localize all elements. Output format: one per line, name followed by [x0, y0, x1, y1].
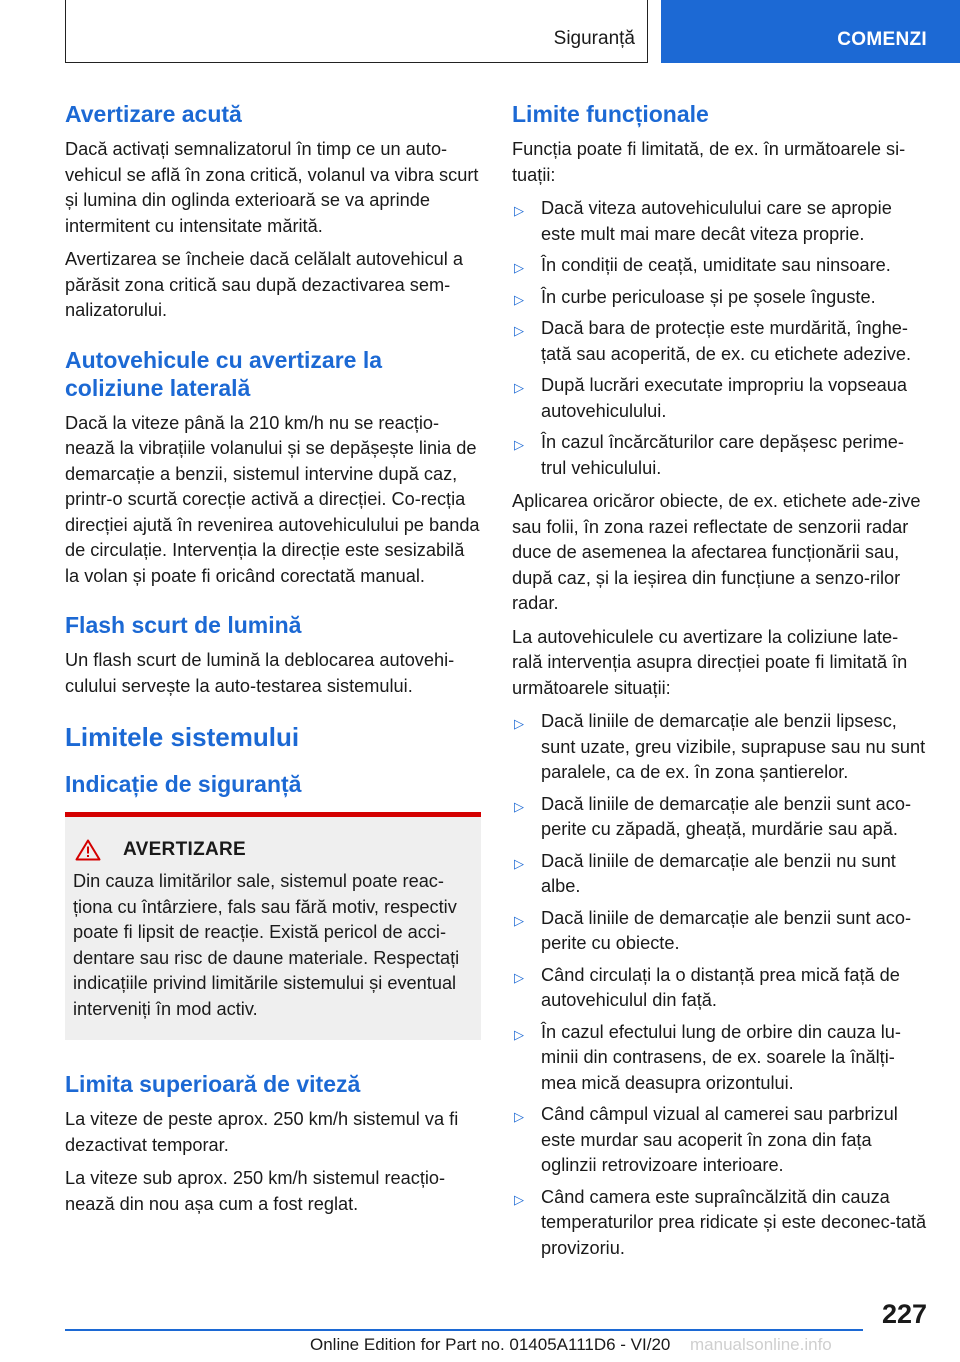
list-item: ▷ Când câmpul vizual al camerei sau parbrizul este murdar sau acoperit în zona din fața oglinzii retrovizoare interioare.: [514, 1104, 898, 1175]
left-column: [65, 100, 481, 1225]
heading-limita-viteza: Limita superioară de viteză: [65, 1071, 361, 1097]
bullet-triangle-icon: ▷: [514, 260, 524, 275]
list-item: ▷ Dacă liniile de demarcație ale benzii nu sunt albe.: [514, 850, 896, 896]
warning-box: [65, 812, 481, 1040]
heading-limitele-sistemului: Limitele sistemului: [65, 722, 300, 752]
tab-comenzi-label: COMENZI: [837, 29, 927, 50]
list-item: ▷ Dacă bara de protecție este murdărită, înghe-țată sau acoperită, de ex. cu etichete adezive.: [514, 318, 912, 364]
heading-indicatie-siguranta: Indicație de siguranță: [65, 771, 302, 797]
right-column: [512, 100, 927, 1269]
footer-divider: [65, 1329, 863, 1331]
bullet-list-2: [512, 709, 927, 1261]
paragraph: La autovehiculele cu avertizare la coliziune late-rală intervenția asupra direcției poate fi limitată în următoarele situații:: [512, 626, 908, 698]
page-number: 227: [881, 1299, 927, 1329]
bullet-triangle-icon: ▷: [514, 1191, 524, 1207]
list-item: ▷ Dacă liniile de demarcație ale benzii sunt aco-perite cu obiecte.: [514, 907, 912, 953]
bullet-triangle-icon: ▷: [514, 855, 524, 871]
bullet-triangle-icon: ▷: [514, 798, 524, 814]
bullet-triangle-icon: ▷: [514, 716, 524, 731]
bullet-list-1: [512, 196, 927, 481]
paragraph: Dacă activați semnalizatorul în timp ce un auto-vehicul se află în zona critică, volanul va vibra scurt și lumina din oglinda exterioară se va aprinde intermitent cu intensitate mărită.: [65, 139, 479, 236]
bullet-triangle-icon: ▷: [514, 291, 524, 307]
list-item: ▷ Când circulați la o distanță prea mică față de autovehiculul din față.: [514, 964, 900, 1010]
heading-limite-functionale: Limite funcționale: [512, 101, 709, 127]
bullet-triangle-icon: ▷: [514, 380, 524, 395]
heading-flash-scurt: Flash scurt de lumină: [65, 612, 302, 638]
paragraph: La viteze de peste aprox. 250 km/h sistemul va fi dezactivat temporar.: [65, 1109, 459, 1155]
footer-watermark: manualsonline.info: [690, 1335, 832, 1354]
list-item: ▷ În cazul încărcăturilor care depășesc perime-trul vehiculului.: [514, 432, 904, 478]
list-item: ▷ În curbe periculoase și pe șosele înguste.: [512, 285, 927, 311]
warning-triangle-icon: [75, 839, 101, 861]
bullet-triangle-icon: ▷: [514, 1026, 524, 1042]
bullet-triangle-icon: ▷: [514, 437, 524, 452]
bullet-triangle-icon: ▷: [514, 969, 524, 985]
section-title: Siguranță: [553, 28, 635, 49]
paragraph: Funcția poate fi limitată, de ex. în următoarele si-tuații:: [512, 139, 906, 185]
list-item: ▷ După lucrări executate impropriu la vopseaua autovehiculului.: [514, 375, 907, 421]
paragraph: Aplicarea oricăror obiecte, de ex. etichete ade-zive sau folii, în zona razei reflectate de senzorii radar duce de asemenea la afectarea funcționării sau, după caz, și la ieșirea din funcțiune a senzo-rilor radar.: [512, 491, 921, 613]
tab-comenzi[interactable]: [661, 0, 960, 63]
heading-avertizare-laterala: Autovehicule cu avertizare la coliziune laterală: [65, 346, 383, 401]
list-item: ▷ Dacă liniile de demarcație ale benzii sunt aco-perite cu zăpadă, gheață, murdărie sau apă.: [514, 793, 912, 839]
bullet-triangle-icon: ▷: [514, 203, 524, 218]
bullet-triangle-icon: ▷: [514, 912, 524, 928]
list-item: ▷ Dacă liniile de demarcație ale benzii lipsesc, sunt uzate, greu vizibile, suprapuse sau nu sunt paralele, ca de ex. în zona șantierelor.: [514, 711, 926, 782]
paragraph: Dacă la viteze până la 210 km/h nu se reacțio-nează la vibrațiile volanului și se depășește linia de demarcație a benzii, sistemul intervine după caz, printr-o scurtă corecție activă a direcției. Co-recția direcției ajută în revenirea autovehiculului pe banda de circulație. Intervenția la direcție este sesizabilă la volan și poate fi oricând corectată manual.: [65, 412, 480, 586]
bullet-triangle-icon: ▷: [514, 323, 524, 338]
paragraph: Avertizarea se încheie dacă celălalt autovehicul a părăsit zona critică sau după dezactivarea sem-nalizatorului.: [65, 249, 464, 320]
heading-avertizare-acuta: Avertizare acută: [65, 101, 242, 127]
warning-text: Din cauza limitărilor sale, sistemul poate reac-ționa cu întârziere, fals sau fără motiv, respectiv poate fi lipsit de reacție. Există pericol de acci-dentare sau risc de daune materiale. Respectați indicațiile privind limitările sistemului și eventual interveniți în mod activ.: [73, 871, 460, 1019]
list-item: ▷ În condiții de ceață, umiditate sau ninsoare.: [512, 253, 927, 279]
bullet-triangle-icon: ▷: [514, 1109, 524, 1124]
paragraph: Un flash scurt de lumină la deblocarea autovehi-culului servește la auto-testarea sistemului.: [65, 650, 455, 696]
header-section-box: [65, 0, 648, 63]
warning-label: AVERTIZARE: [123, 839, 246, 860]
paragraph: La viteze sub aprox. 250 km/h sistemul reacțio-nează din nou așa cum a fost reglat.: [65, 1168, 446, 1214]
footer-edition: Online Edition for Part no. 01405A111D6 - VI/20: [310, 1335, 671, 1354]
list-item: ▷ Dacă viteza autovehiculului care se apropie este mult mai mare decât viteza proprie.: [514, 198, 892, 244]
list-item: ▷ Când camera este supraîncălzită din cauza temperaturilor prea ridicate și este deconec-tată provizoriu.: [514, 1186, 927, 1258]
list-item: ▷ În cazul efectului lung de orbire din cauza lu-minii din contrasens, de ex. soarele la înălți-mea mică deasupra orizontului.: [514, 1021, 901, 1093]
